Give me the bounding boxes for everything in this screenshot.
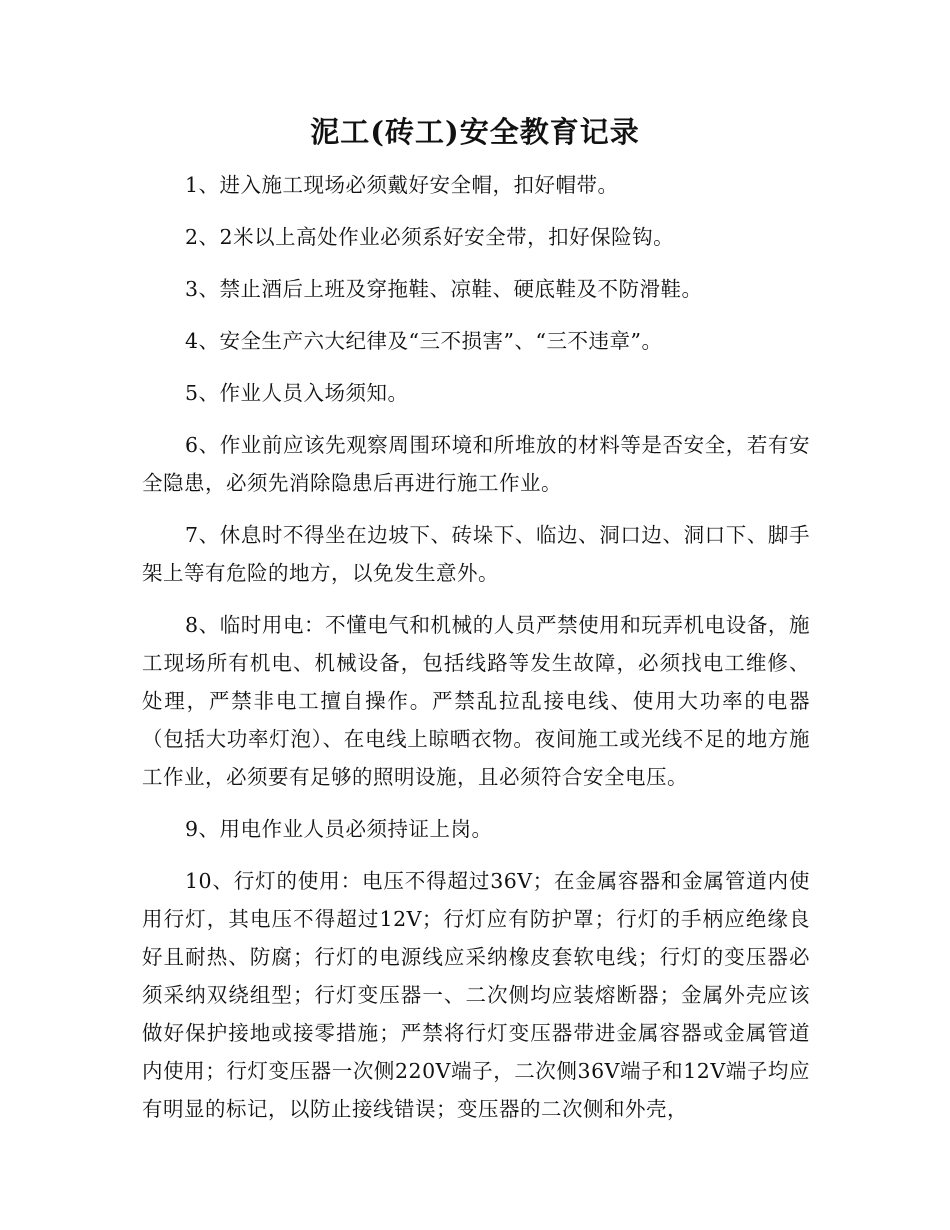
paragraph-2: 2、2米以上高处作业必须系好安全带，扣好保险钩。 (185, 225, 675, 249)
paragraph-6: 6、作业前应该先观察周围环境和所堆放的材料等是否安全，若有安全隐患，必须先消除隐患后再进行施工作业。 (142, 433, 810, 495)
paragraph-9: 9、用电作业人员必须持证上岗。 (185, 817, 493, 841)
document-body (142, 166, 810, 1142)
paragraph-1: 1、进入施工现场必须戴好安全帽，扣好帽带。 (185, 173, 619, 197)
paragraph-8: 8、临时用电：不懂电气和机械的人员严禁使用和玩弄机电设备，施工现场所有机电、机械设备，包括线路等发生故障，必须找电工维修、处理，严禁非电工擅自操作。严禁乱拉乱接电线、使用大功率的电器（包括大功率灯泡）、在电线上晾晒衣物。夜间施工或光线不足的地方施工作业，必须要有足够的照明设施，且必须符合安全电压。 (142, 613, 810, 789)
document-title: 泥工(砖工)安全教育记录 (310, 115, 640, 149)
paragraph-5: 5、作业人员入场须知。 (185, 381, 409, 405)
paragraph-10: 10、行灯的使用：电压不得超过36V；在金属容器和金属管道内使用行灯，其电压不得超过12V；行灯应有防护罩；行灯的手柄应绝缘良好且耐热、防腐；行灯的电源线应采纳橡皮套软电线；行灯的变压器必须采纳双绕组型；行灯变压器一、二次侧均应装熔断器；金属外壳应该做好保护接地或接零措施；严禁将行灯变压器带进金属容器或金属管道内使用；行灯变压器一次侧220V端子，二次侧36V端子和12V端子均应有明显的标记，以防止接线错误；变压器的二次侧和外壳， (142, 869, 810, 1121)
paragraph-4: 4、安全生产六大纪律及“三不损害”、“三不违章”。 (185, 329, 663, 353)
paragraph-3: 3、禁止酒后上班及穿拖鞋、凉鞋、硬底鞋及不防滑鞋。 (185, 277, 703, 301)
paragraph-7: 7、休息时不得坐在边坡下、砖垛下、临边、洞口边、洞口下、脚手架上等有危险的地方，以免发生意外。 (142, 523, 810, 585)
